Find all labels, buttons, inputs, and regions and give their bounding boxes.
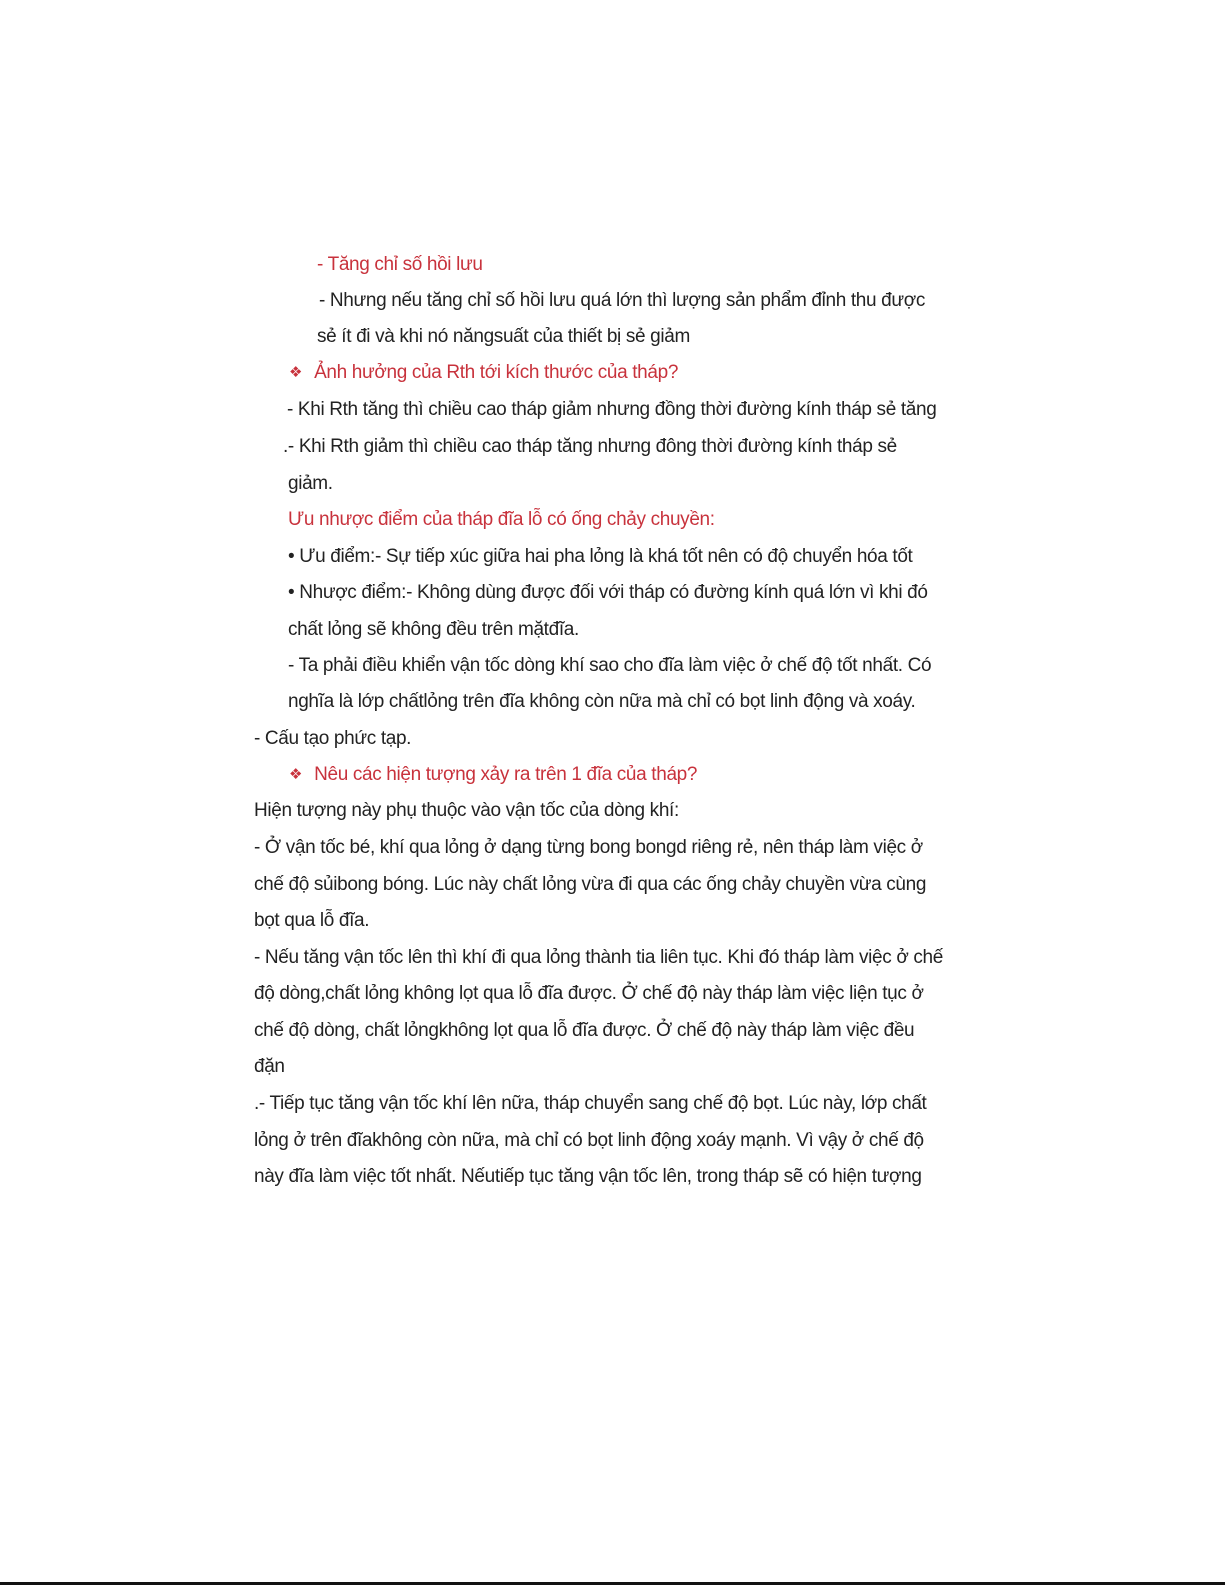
text-line-higher-velocity-4: đặn: [254, 1056, 285, 1077]
text-line-rth-decrease: .- Khi Rth giảm thì chiều cao tháp tăng nhưng đông thời đường kính tháp sẻ: [283, 436, 897, 457]
text-line-foam-regime-2: lỏng ở trên đĩakhông còn nữa, mà chỉ có bọt linh động xoáy mạnh. Vì vậy ở chế độ: [254, 1130, 924, 1151]
text-line-higher-velocity-2: độ dòng,chất lỏng không lọt qua lỗ đĩa được. Ở chế độ này tháp làm việc liện tục ở: [254, 983, 924, 1004]
text-line-foam-regime-1: .- Tiếp tục tăng vận tốc khí lên nữa, tháp chuyển sang chế độ bọt. Lúc này, lớp chất: [254, 1093, 927, 1114]
text-line-reflux-warning-1: - Nhưng nếu tăng chỉ số hồi lưu quá lớn thì lượng sản phẩm đỉnh thu được: [319, 290, 925, 311]
text-line-low-velocity-1: - Ở vận tốc bé, khí qua lỏng ở dạng từng bong bongd riêng rẻ, nên tháp làm việc ở: [254, 837, 923, 858]
text-line-low-velocity-3: bọt qua lỗ đĩa.: [254, 910, 370, 931]
text-line-disadvantage-2: chất lỏng sẽ không đều trên mặtđĩa.: [288, 619, 579, 640]
text-line-control-1: - Ta phải điều khiển vận tốc dòng khí sao cho đĩa làm việc ở chế độ tốt nhất. Có: [288, 655, 932, 676]
text-line-higher-velocity-3: chế độ dòng, chất lỏngkhông lọt qua lỗ đĩa được. Ở chế độ này tháp làm việc đều: [254, 1020, 915, 1041]
text-line-phenomena-intro: Hiện tượng này phụ thuộc vào vận tốc của dòng khí:: [254, 800, 679, 821]
text-line-complex-structure: - Cấu tạo phức tạp.: [254, 728, 412, 749]
heading-rth-effect: ❖ Ảnh hưởng của Rth tới kích thước của tháp?: [289, 362, 679, 383]
text-line-reflux-warning-2: sẻ ít đi và khi nó năngsuất của thiết bị sẻ giảm: [317, 326, 690, 347]
heading-phenomena: ❖ Nêu các hiện tượng xảy ra trên 1 đĩa của tháp?: [289, 764, 698, 785]
text-line-foam-regime-3: này đĩa làm việc tốt nhất. Nếutiếp tục tăng vận tốc lên, trong tháp sẽ có hiện tượng: [254, 1166, 922, 1187]
text-line-higher-velocity-1: - Nếu tăng vận tốc lên thì khí đi qua lỏng thành tia liên tục. Khi đó tháp làm việc ở chế: [254, 947, 943, 968]
text-line-rth-decrease-end: giảm.: [288, 473, 333, 494]
heading-pros-cons: Ưu nhược điểm của tháp đĩa lỗ có ống chảy chuyền:: [288, 509, 715, 530]
diamond-bullet-icon: ❖: [289, 766, 303, 783]
text-line-reflux-increase: - Tăng chỉ số hồi lưu: [317, 254, 483, 275]
text-line-advantage: • Ưu điểm:- Sự tiếp xúc giữa hai pha lỏng là khá tốt nên có độ chuyển hóa tốt: [288, 546, 913, 567]
text-line-disadvantage-1: • Nhược điểm:- Không dùng được đối với tháp có đường kính quá lớn vì khi đó: [288, 582, 928, 603]
text-line-low-velocity-2: chế độ sủibong bóng. Lúc này chất lỏng vừa đi qua các ống chảy chuyền vừa cùng: [254, 874, 927, 895]
text-line-control-2: nghĩa là lớp chấtlỏng trên đĩa không còn nữa mà chỉ có bọt linh động và xoáy.: [288, 691, 916, 712]
diamond-bullet-icon: ❖: [289, 364, 303, 381]
text-line-rth-increase: - Khi Rth tăng thì chiều cao tháp giảm nhưng đồng thời đường kính tháp sẻ tăng: [287, 399, 937, 420]
